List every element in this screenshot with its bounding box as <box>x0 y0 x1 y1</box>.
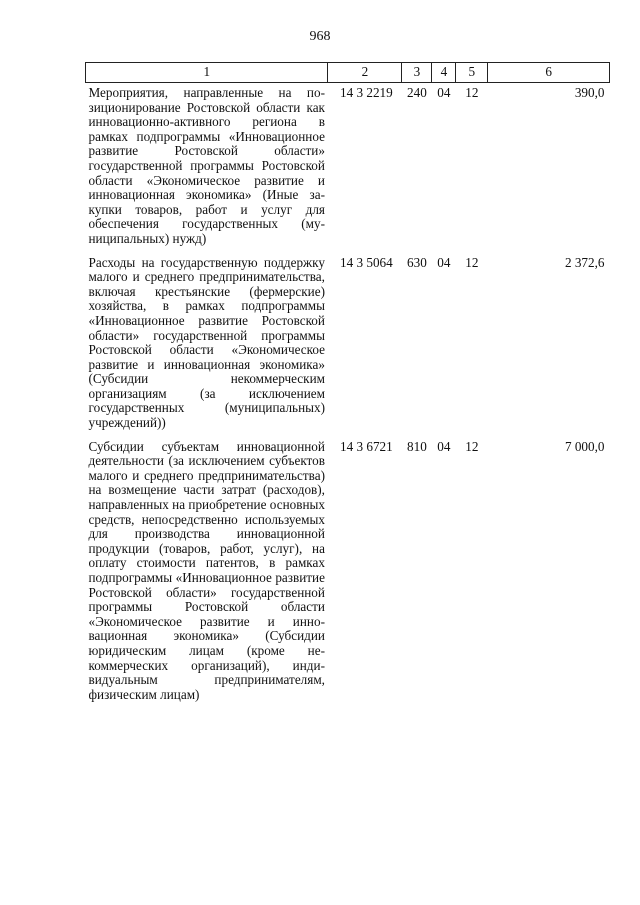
column-header-6: 6 <box>488 63 610 83</box>
table-row <box>86 437 610 709</box>
column-header-2: 2 <box>328 63 402 83</box>
column-header-1: 1 <box>86 63 328 83</box>
row-section: 04 <box>437 254 451 270</box>
table-row <box>86 253 610 437</box>
page-number: 968 <box>309 29 331 44</box>
row-subsection: 12 <box>465 85 479 100</box>
row-description: Мероприятия, направленные на позиционирование Ростовской области как инновационно-активного региона в рамках подпрограммы «Инновационное развитие Ростовской области» государственной программы Ростовской области «Экономическое развитие и инновационная экономика» (Иные закупки товаров, работ и услуг для обеспечения государственных (муниципальных) нужд) <box>88 85 325 246</box>
table-row <box>86 83 610 253</box>
column-header-3: 3 <box>402 63 432 83</box>
row-section: 04 <box>437 438 451 454</box>
row-subsection: 12 <box>465 438 479 454</box>
budget-table <box>85 62 610 708</box>
row-target-code: 14 3 5064 <box>339 254 393 270</box>
row-expense-type: 240 <box>407 85 427 100</box>
row-amount: 7 000,0 <box>564 438 605 454</box>
row-expense-type: 810 <box>407 438 427 454</box>
column-header-4: 4 <box>432 63 456 83</box>
row-target-code: 14 3 2219 <box>339 85 393 100</box>
header-row <box>86 63 610 83</box>
row-target-code: 14 3 6721 <box>339 438 393 454</box>
row-amount: 390,0 <box>574 85 605 100</box>
row-section: 04 <box>437 85 451 100</box>
row-amount: 2 372,6 <box>564 254 605 270</box>
column-header-5: 5 <box>456 63 488 83</box>
row-expense-type: 630 <box>407 254 427 270</box>
table-body <box>86 83 610 709</box>
row-description: Расходы на государственную поддержку малого и среднего предпринимательства, включая крестьянские (фермерские) хозяйства, в рамках подпрограммы «Инновационное развитие Ростовской области» государственной программы Ростовской области «Экономическое развитие и инновационная экономика» (Субсидии некоммерческим организациям (за исключением государственных (муниципальных) учреждений)) <box>88 254 325 431</box>
row-subsection: 12 <box>465 254 479 270</box>
row-description: Субсидии субъектам инновационной деятельности (за исключением субъектов малого и среднего предпринимательства) на возмещение части затрат (расходов), направленных на приобретение основных средств, непосредственно используемых для производства инновационной продукции (товаров, работ, услуг), на оплату стоимости патентов, в рамках подпрограммы «Инновационное развитие Ростовской области» государственной программы Ростовской области «Экономическое развитие и инновационная экономика» (Субсидии юридическим лицам (кроме некоммерческих организаций), индивидуальным предпринимателям, физическим лицам) <box>88 438 325 702</box>
table-header <box>86 63 610 83</box>
